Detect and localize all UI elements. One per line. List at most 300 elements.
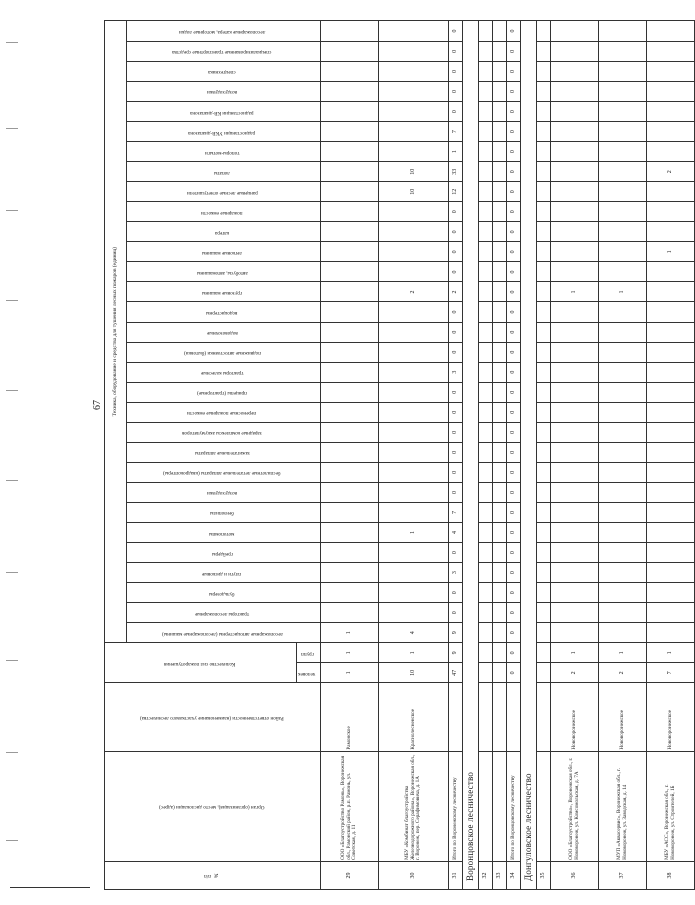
row-value: 0 <box>507 122 521 142</box>
row-value <box>479 583 493 603</box>
row-value <box>647 202 695 222</box>
row-groups: 1 <box>599 643 647 663</box>
row-value <box>647 262 695 282</box>
row-value: 12 <box>449 182 463 202</box>
row-value <box>647 523 695 543</box>
row-value: 0 <box>507 402 521 422</box>
row-value <box>647 302 695 322</box>
margin-tick <box>6 840 18 841</box>
header-equipment-25 <box>127 122 321 142</box>
row-value <box>379 302 449 322</box>
row-value <box>321 182 379 202</box>
row-value: 2 <box>379 282 449 302</box>
header-text: тракторы колесные <box>200 370 244 377</box>
row-value <box>551 162 599 182</box>
row-value <box>647 563 695 583</box>
header-equipment-7 <box>127 482 321 502</box>
row-value <box>321 523 379 543</box>
margin-tick <box>6 42 18 43</box>
row-value <box>493 523 507 543</box>
row-groups: 9 <box>449 643 463 663</box>
row-value: 0 <box>449 442 463 462</box>
row-value: 1 <box>647 242 695 262</box>
row-value <box>493 122 507 142</box>
header-equipment-27 <box>127 81 321 101</box>
row-num: 34 <box>507 861 521 889</box>
header-text: зажигательные аппараты <box>194 450 250 457</box>
row-value <box>599 502 647 522</box>
table-row <box>449 21 463 890</box>
header-text: зарядные комплексы аккумуляторов <box>182 430 262 437</box>
row-value <box>379 382 449 402</box>
header-text: ранцевые лесные огнетушители <box>186 189 258 196</box>
row-value <box>493 502 507 522</box>
row-value: 0 <box>507 543 521 563</box>
row-value <box>537 462 551 482</box>
row-value <box>379 142 449 162</box>
header-text: Район ответственности (наименование участкового лесничества) <box>139 714 284 721</box>
row-value <box>321 61 379 81</box>
row-value <box>537 182 551 202</box>
row-people: 1 <box>321 663 379 683</box>
row-org: МУП «Аквасервис», Воронежская обл., г. Нововоронеж, ул. Заводская, д. 14 <box>599 751 647 861</box>
row-value <box>551 122 599 142</box>
row-value <box>479 342 493 362</box>
row-value <box>479 61 493 81</box>
row-value <box>479 282 493 302</box>
row-value <box>479 81 493 101</box>
row-value <box>479 302 493 322</box>
row-value <box>493 41 507 61</box>
row-value <box>321 21 379 42</box>
header-text: Количество сил пожаротушения <box>163 660 236 667</box>
row-value <box>321 162 379 182</box>
row-value <box>647 462 695 482</box>
row-value <box>647 603 695 623</box>
row-value <box>479 162 493 182</box>
row-value <box>493 61 507 81</box>
row-value: 0 <box>507 61 521 81</box>
row-value <box>599 462 647 482</box>
header-text: лопаты <box>214 169 230 176</box>
row-value <box>493 543 507 563</box>
header-people-sub <box>297 643 321 663</box>
row-value <box>321 242 379 262</box>
header-equipment-18 <box>127 262 321 282</box>
row-groups: 1 <box>647 643 695 663</box>
row-value: 0 <box>507 102 521 122</box>
row-value <box>479 523 493 543</box>
row-value <box>599 583 647 603</box>
row-value <box>647 61 695 81</box>
row-district <box>449 683 463 751</box>
row-value: 1 <box>551 282 599 302</box>
row-value <box>321 81 379 101</box>
row-value <box>647 502 695 522</box>
row-value <box>479 322 493 342</box>
row-value: 2 <box>449 282 463 302</box>
row-groups <box>537 643 551 663</box>
row-value <box>493 262 507 282</box>
row-num: 32 <box>479 861 493 889</box>
row-value <box>599 482 647 502</box>
equipment-table <box>104 20 695 890</box>
row-value <box>537 242 551 262</box>
table-row <box>551 21 599 890</box>
margin-tick <box>6 752 18 753</box>
row-people <box>537 663 551 683</box>
header-equipment-9 <box>127 442 321 462</box>
row-value <box>551 462 599 482</box>
header-text: лесопожарные катера, моторные лодки <box>178 28 266 35</box>
row-value <box>379 122 449 142</box>
row-value <box>599 543 647 563</box>
row-num: 37 <box>599 861 647 889</box>
table-row <box>479 21 493 890</box>
row-value <box>537 142 551 162</box>
row-groups <box>493 643 507 663</box>
row-value: 7 <box>449 122 463 142</box>
table-row <box>599 21 647 890</box>
page-number: 67 <box>92 400 103 410</box>
row-value: 0 <box>449 222 463 242</box>
margin-tick <box>6 660 18 661</box>
row-value <box>599 422 647 442</box>
row-value <box>647 382 695 402</box>
row-org: Итого по Воронежскому лесничеству <box>449 751 463 861</box>
row-value <box>599 603 647 623</box>
row-groups: 0 <box>507 643 521 663</box>
row-value <box>599 362 647 382</box>
row-groups: 1 <box>321 643 379 663</box>
row-value <box>537 422 551 442</box>
row-district: Краснолесненское <box>379 683 449 751</box>
row-value <box>551 362 599 382</box>
row-value <box>599 162 647 182</box>
row-value <box>647 41 695 61</box>
row-num: 30 <box>379 861 449 889</box>
row-value <box>599 61 647 81</box>
row-value <box>537 342 551 362</box>
row-value: 0 <box>507 142 521 162</box>
row-people: 2 <box>551 663 599 683</box>
header-equipment-15 <box>127 322 321 342</box>
row-district: Нововоронежское <box>551 683 599 751</box>
row-people <box>479 663 493 683</box>
row-value <box>321 502 379 522</box>
row-value: 0 <box>507 242 521 262</box>
row-people: 47 <box>449 663 463 683</box>
row-org <box>537 751 551 861</box>
row-groups <box>479 643 493 663</box>
header-equipment-24 <box>127 142 321 162</box>
header-equipment-26 <box>127 102 321 122</box>
row-value <box>479 102 493 122</box>
row-value <box>493 482 507 502</box>
row-value <box>647 222 695 242</box>
row-value <box>493 81 507 101</box>
row-value: 0 <box>507 362 521 382</box>
row-num: 29 <box>321 861 379 889</box>
row-people: 2 <box>599 663 647 683</box>
row-value <box>647 342 695 362</box>
row-value: 0 <box>507 41 521 61</box>
row-value <box>551 242 599 262</box>
rotated-table-wrapper <box>104 20 676 890</box>
row-value <box>551 623 599 643</box>
row-value: 1 <box>321 623 379 643</box>
header-equipment-23 <box>127 162 321 182</box>
row-value <box>537 482 551 502</box>
row-district: Рамонское <box>321 683 379 751</box>
row-value <box>321 442 379 462</box>
row-value <box>321 342 379 362</box>
row-value <box>493 442 507 462</box>
row-value <box>493 382 507 402</box>
row-value <box>599 222 647 242</box>
row-value: 0 <box>449 61 463 81</box>
table-row <box>379 21 449 890</box>
row-value: 0 <box>507 21 521 42</box>
row-value <box>647 182 695 202</box>
row-value <box>379 41 449 61</box>
row-value <box>599 302 647 322</box>
header-row <box>105 21 127 890</box>
row-value: 0 <box>449 302 463 322</box>
row-value <box>599 21 647 42</box>
row-people <box>493 663 507 683</box>
header-text: грузовые машины <box>202 289 242 296</box>
row-value <box>537 81 551 101</box>
row-value <box>379 543 449 563</box>
row-value: 0 <box>507 623 521 643</box>
row-value <box>479 362 493 382</box>
table-row <box>493 21 507 890</box>
header-text: специализированные транспортные средства <box>172 49 272 56</box>
row-num: 33 <box>493 861 507 889</box>
row-value <box>647 543 695 563</box>
row-people: 7 <box>647 663 695 683</box>
row-value <box>493 182 507 202</box>
row-value <box>379 81 449 101</box>
row-value: 1 <box>599 282 647 302</box>
row-value <box>379 482 449 502</box>
row-value <box>379 583 449 603</box>
row-value <box>379 422 449 442</box>
row-num: 36 <box>551 861 599 889</box>
row-value <box>493 202 507 222</box>
header-text: спецтехника <box>208 69 236 76</box>
row-value <box>599 122 647 142</box>
row-district: Нововоронежское <box>647 683 695 751</box>
row-value <box>479 422 493 442</box>
row-value: 0 <box>507 162 521 182</box>
row-value <box>379 362 449 382</box>
row-value: 0 <box>507 302 521 322</box>
row-value <box>479 402 493 422</box>
row-value <box>321 382 379 402</box>
header-equipment-14 <box>127 342 321 362</box>
row-value <box>493 362 507 382</box>
row-value <box>551 102 599 122</box>
row-value <box>551 61 599 81</box>
row-value <box>321 122 379 142</box>
row-value <box>551 603 599 623</box>
row-value <box>551 543 599 563</box>
row-value <box>379 342 449 362</box>
header-equipment-21 <box>127 202 321 222</box>
header-equipment-29 <box>127 41 321 61</box>
row-value: 0 <box>507 382 521 402</box>
row-value: 7 <box>449 502 463 522</box>
row-value: 0 <box>507 563 521 583</box>
row-value <box>537 202 551 222</box>
row-value <box>599 442 647 462</box>
row-value <box>493 142 507 162</box>
row-value <box>379 462 449 482</box>
row-value <box>479 462 493 482</box>
row-value <box>551 342 599 362</box>
row-value: 0 <box>449 382 463 402</box>
row-value <box>537 382 551 402</box>
row-value <box>599 41 647 61</box>
header-text: пожарные емкости <box>201 209 243 216</box>
header-equipment-17 <box>127 282 321 302</box>
row-value <box>647 362 695 382</box>
row-groups: 1 <box>379 643 449 663</box>
row-value: 0 <box>449 422 463 442</box>
row-value <box>599 382 647 402</box>
row-value <box>551 502 599 522</box>
header-equipment-8 <box>127 462 321 482</box>
row-value <box>493 242 507 262</box>
header-text: водоцистерны <box>206 310 238 317</box>
header-text: плуги и дисковые <box>202 570 242 577</box>
header-equipment-6 <box>127 502 321 522</box>
header-text: прицепы (тракторные) <box>197 390 247 397</box>
row-value <box>599 523 647 543</box>
row-value: 10 <box>379 182 449 202</box>
row-value <box>479 482 493 502</box>
row-value <box>551 482 599 502</box>
row-value <box>379 442 449 462</box>
row-value <box>321 102 379 122</box>
row-value <box>379 563 449 583</box>
row-value: 4 <box>379 623 449 643</box>
row-value <box>647 482 695 502</box>
row-value <box>321 422 379 442</box>
row-org <box>493 751 507 861</box>
footer-rule <box>10 887 90 888</box>
row-value <box>493 322 507 342</box>
row-value <box>537 583 551 603</box>
row-value <box>599 81 647 101</box>
header-text: тракторы лесопожарные <box>194 610 250 617</box>
table-row <box>647 21 695 890</box>
row-value <box>493 422 507 442</box>
row-value <box>479 202 493 222</box>
header-equipment-group: Техника, оборудование и средства для тушения лесных пожаров (единиц) <box>105 21 127 643</box>
row-value <box>379 322 449 342</box>
row-value: 0 <box>507 322 521 342</box>
header-equipment-5 <box>127 523 321 543</box>
row-value <box>551 142 599 162</box>
row-value <box>537 41 551 61</box>
row-num: 35 <box>537 861 551 889</box>
row-value <box>321 302 379 322</box>
row-value: 33 <box>449 162 463 182</box>
row-value: 0 <box>449 543 463 563</box>
row-value <box>599 182 647 202</box>
row-value <box>647 583 695 603</box>
header-equipment-20 <box>127 222 321 242</box>
row-value <box>321 543 379 563</box>
row-value <box>537 262 551 282</box>
row-value <box>379 21 449 42</box>
row-value: 0 <box>449 102 463 122</box>
row-value <box>599 102 647 122</box>
row-value <box>551 21 599 42</box>
row-value <box>551 583 599 603</box>
header-text: радиостанции КВ-диапазона <box>190 109 254 116</box>
row-value <box>537 102 551 122</box>
row-value <box>537 563 551 583</box>
header-text: беспилотные летательные аппараты (квадрокоптеры) <box>163 470 281 477</box>
row-value <box>493 583 507 603</box>
row-value: 0 <box>449 21 463 42</box>
row-value: 0 <box>507 523 521 543</box>
header-text: грейдеры <box>211 550 233 557</box>
row-value <box>599 202 647 222</box>
row-value: 0 <box>507 342 521 362</box>
row-value <box>479 41 493 61</box>
row-org: ООО «Благоустройство», Воронежская обл., г. Нововоронеж, ул. Комсомольская, д. 7А <box>551 751 599 861</box>
row-value: 0 <box>507 603 521 623</box>
row-value <box>551 422 599 442</box>
row-value <box>321 202 379 222</box>
row-value <box>537 502 551 522</box>
row-value <box>551 523 599 543</box>
header-equipment-13 <box>127 362 321 382</box>
row-district <box>537 683 551 751</box>
header-text: подвижные автостоянки (бытовки) <box>183 350 261 357</box>
row-value <box>647 81 695 101</box>
row-value <box>647 142 695 162</box>
row-value <box>321 142 379 162</box>
row-value <box>551 182 599 202</box>
row-value: 0 <box>449 322 463 342</box>
row-value: 9 <box>449 623 463 643</box>
row-value <box>599 322 647 342</box>
row-value <box>551 302 599 322</box>
row-org: МБУ «АСС», Воронежская обл., г. Нововоронеж, ул. Строителей, 1Б <box>647 751 695 861</box>
row-value: 4 <box>449 523 463 543</box>
row-value: 0 <box>449 603 463 623</box>
row-value <box>321 563 379 583</box>
row-value <box>479 623 493 643</box>
table-row <box>321 21 379 890</box>
row-value <box>379 242 449 262</box>
row-value: 0 <box>449 202 463 222</box>
row-value <box>479 21 493 42</box>
margin-tick <box>6 390 18 391</box>
row-value <box>379 202 449 222</box>
row-value: 3 <box>449 362 463 382</box>
header-text: бульдозеры <box>209 590 235 597</box>
header-text: воздуходувки <box>207 490 238 497</box>
row-value: 10 <box>379 162 449 182</box>
row-value <box>493 342 507 362</box>
